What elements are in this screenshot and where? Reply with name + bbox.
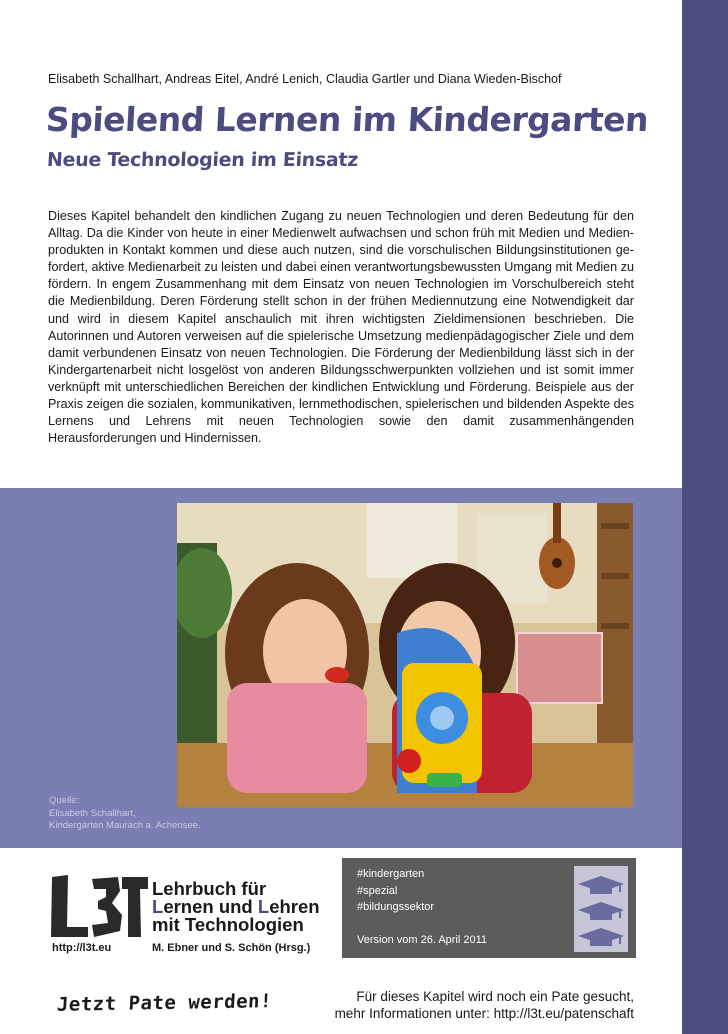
book-title-line2-end: ehren <box>269 896 320 917</box>
book-title-line1: Lehrbuch für <box>152 878 267 899</box>
chapter-subtitle: Neue Technologien im Einsatz <box>46 149 359 171</box>
graduation-hats-panel <box>574 866 628 952</box>
chapter-title: Spielend Lernen im Kindergarten <box>45 100 650 139</box>
graduation-hat-icon <box>578 876 624 894</box>
photo-credit-name: Elisabeth Schallhart, <box>49 807 136 819</box>
book-title-line2-rest: ernen und <box>163 896 258 917</box>
sponsor-note-line1: Für dieses Kapitel wird noch ein Pate gesucht, <box>356 989 634 1004</box>
side-color-bar <box>682 0 728 1034</box>
book-title-cap-l2: L <box>257 896 270 917</box>
graduation-hat-icon <box>578 928 624 946</box>
book-title-line3: mit Technologien <box>152 914 304 935</box>
authors-line: Elisabeth Schallhart, Andreas Eitel, André Lenich, Claudia Gartler und Diana Wieden-Bischof <box>48 72 562 86</box>
tag-list <box>357 866 434 916</box>
graduation-hat-icon <box>578 902 624 920</box>
editors-line: M. Ebner und S. Schön (Hrsg.) <box>152 942 311 954</box>
tag-item: #kindergarten <box>357 868 425 880</box>
sponsor-cta[interactable]: Jetzt Pate werden! <box>56 990 273 1016</box>
book-title <box>152 880 352 934</box>
photo-credit-place: Kindergarten Maurach a. Achensee. <box>49 820 201 831</box>
tag-item: #spezial <box>357 884 398 897</box>
book-title-cap-l1: L <box>152 896 164 917</box>
version-line: Version vom 26. April 2011 <box>357 934 488 946</box>
abstract-text: Dieses Kapitel behandelt den kindlichen Zugang zu neuen Technologien und deren Bedeutung für den Alltag. Da die Kinder von heute in einer Medienwelt aufwachsen und schon früh mit Medien und Medienprodukten in Kontakt kommen und diese auch nutzen, sind die vorschulischen Bildungsinstitutionen gefordert, aktive Medienarbeit zu leisten und dabei einen verantwortungsbewussten Umgang mit Medien zu fördern. In engem Zusammenhang mit dem Einsatz von neuen Technologien im Vorschulbereich steht die Medienbildung. Deren Förderung stellt schon in der frühen Mediennutzung eine Notwendigkeit dar und wird in diesem Kapitel anschaulich mit ihren wichtigsten Zieldimensionen beschrieben. Die Autorinnen und Autoren verweisen auf die spielerische Umsetzung medienpädagogischer Ziele und dem damit verbundenen Einsatz von neuen Technologien. Die Förderung der Medienbildung lässt sich in der Kindergartenarbeit nicht losgelöst von anderen Bildungsschwerpunkten vollziehen und ist somit immer verknüpft mit unterschiedlichen Bereichen der kindlichen Entwicklung und Förderung. Beispiele aus der Praxis zeigen die sozialen, kommunikativen, lernmethodischen, spielerischen und bildenden Aspekte des Lernens und Lehrens mit neuen Technologien sowie den damit zusammenhängenden Herausforderungen und Hindernissen. <box>48 209 634 446</box>
tag-box <box>342 858 636 958</box>
children-photo <box>177 503 633 807</box>
sponsor-note-line2[interactable]: mehr Informationen unter: http://l3t.eu/patenschaft <box>334 1006 634 1021</box>
photo-credit <box>49 795 249 833</box>
tag-item: #bildungssektor <box>357 901 435 913</box>
l3t-url-link[interactable]: http://l3t.eu <box>52 942 112 954</box>
photo-credit-label: Quelle: <box>49 795 80 806</box>
l3t-logo <box>48 873 148 939</box>
sponsor-note <box>284 988 634 1022</box>
